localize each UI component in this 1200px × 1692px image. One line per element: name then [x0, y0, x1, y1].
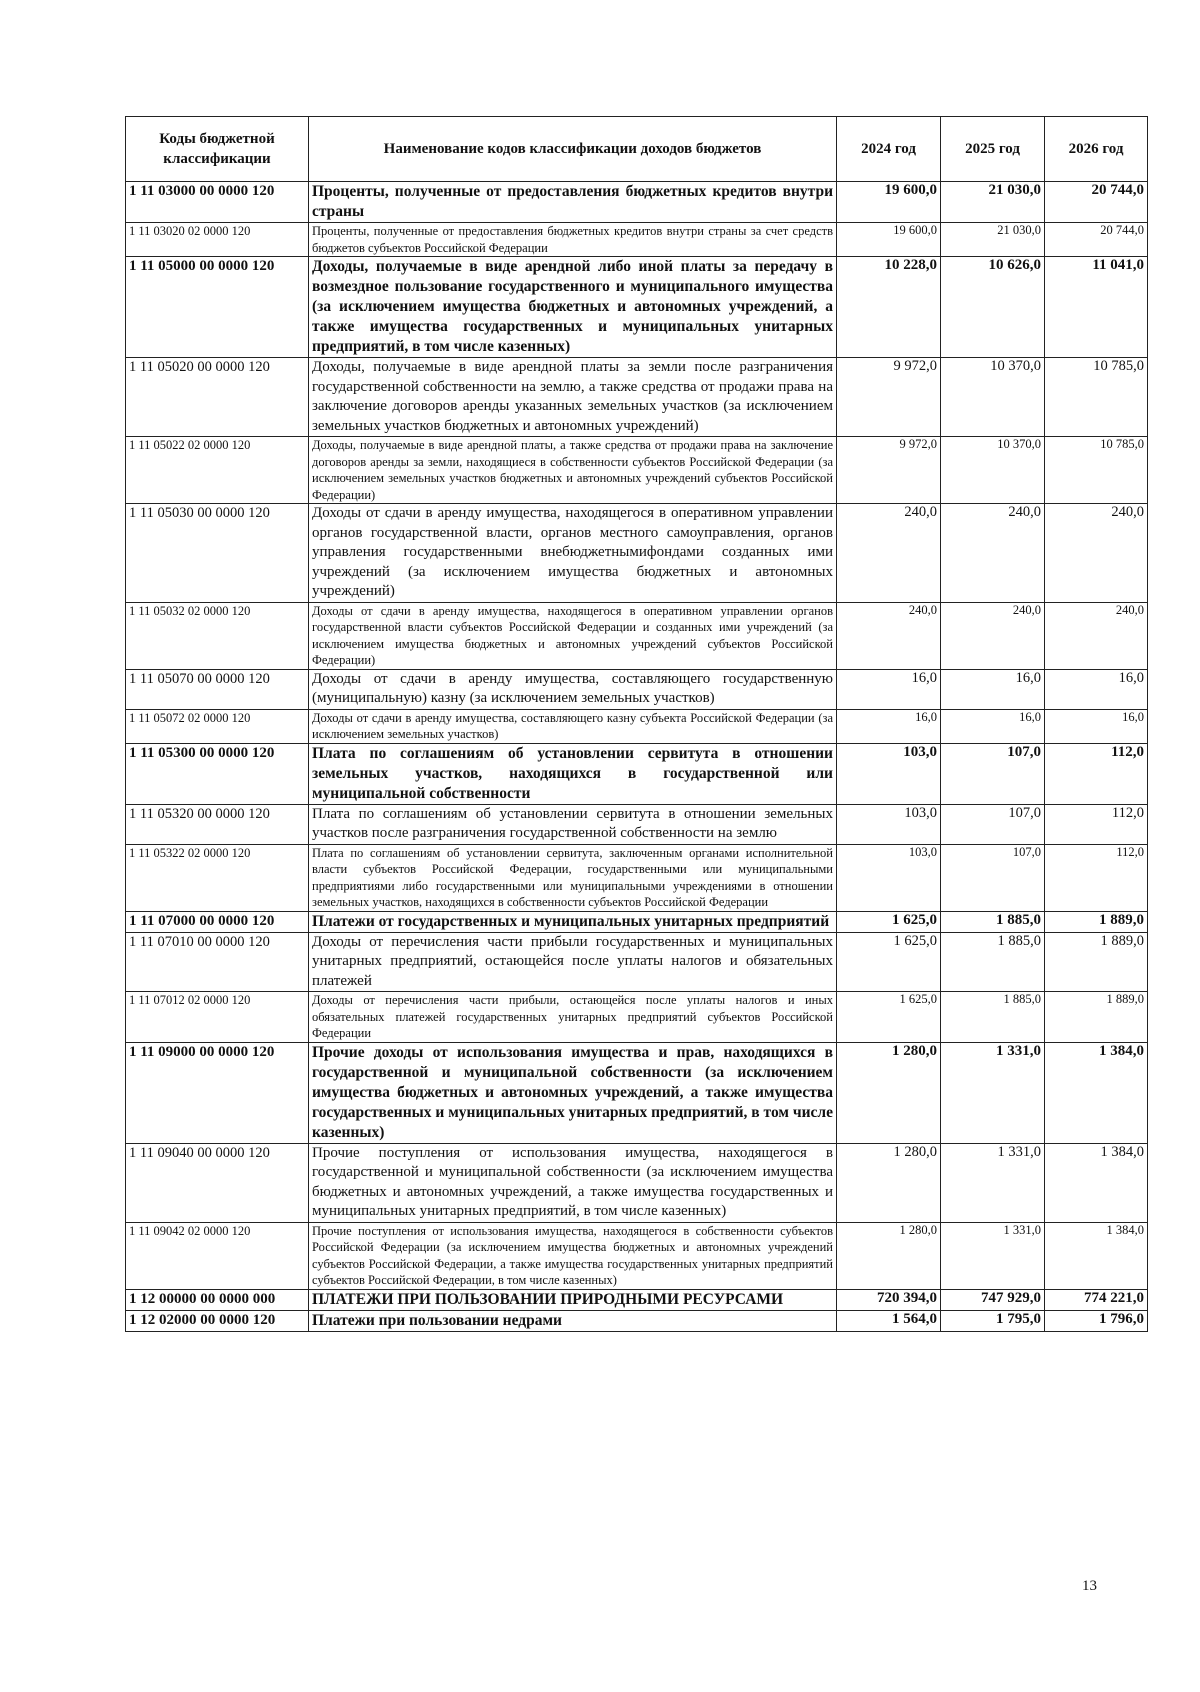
- header-year-2025: 2025 год: [941, 117, 1045, 182]
- row-value-2026: 11 041,0: [1045, 257, 1148, 358]
- row-value-2024: 1 280,0: [837, 1042, 941, 1143]
- row-code: 1 11 09000 00 0000 120: [126, 1042, 309, 1143]
- row-value-2026: 1 889,0: [1045, 911, 1148, 932]
- row-name: Доходы от сдачи в аренду имущества, находящегося в оперативном управлении органов государственной власти, органов местного самоуправления, органов управления государственными внебюджетнымифондами созданных ими учреждений (за исключением имущества бюджетных и автономных учреждений): [309, 504, 837, 603]
- row-value-2025: 1 331,0: [941, 1042, 1045, 1143]
- row-value-2025: 16,0: [941, 669, 1045, 709]
- row-name: Прочие поступления от использования имущества, находящегося в собственности субъектов Российской Федерации (за исключением имущества бюджетных и автономных учреждений субъектов Российской Федерации, а также имущества государственных унитарных предприятий субъектов Российской Федерации, в том числе казенных): [309, 1222, 837, 1289]
- row-value-2026: 1 889,0: [1045, 932, 1148, 992]
- header-year-2024: 2024 год: [837, 117, 941, 182]
- row-name: ПЛАТЕЖИ ПРИ ПОЛЬЗОВАНИИ ПРИРОДНЫМИ РЕСУРСАМИ: [309, 1289, 837, 1310]
- table-row: [126, 1143, 1148, 1222]
- row-value-2024: 1 625,0: [837, 932, 941, 992]
- row-name: Плата по соглашениям об установлении сервитута в отношении земельных участков, находящихся в государственной или муниципальной собственности: [309, 743, 837, 804]
- row-value-2025: 21 030,0: [941, 182, 1045, 223]
- table-row: [126, 602, 1148, 669]
- row-value-2026: 1 796,0: [1045, 1310, 1148, 1331]
- row-value-2025: 10 370,0: [941, 358, 1045, 437]
- row-code: 1 12 00000 00 0000 000: [126, 1289, 309, 1310]
- row-value-2026: 1 889,0: [1045, 992, 1148, 1043]
- row-value-2026: 10 785,0: [1045, 437, 1148, 504]
- row-value-2026: 240,0: [1045, 602, 1148, 669]
- row-value-2024: 720 394,0: [837, 1289, 941, 1310]
- row-value-2026: 774 221,0: [1045, 1289, 1148, 1310]
- page-number: 13: [1082, 1578, 1097, 1594]
- row-value-2025: 107,0: [941, 804, 1045, 844]
- row-value-2026: 20 744,0: [1045, 223, 1148, 257]
- row-code: 1 11 05022 02 0000 120: [126, 437, 309, 504]
- row-name: Плата по соглашениям об установлении сервитута в отношении земельных участков после разграничения государственной собственности на землю: [309, 804, 837, 844]
- table-row: [126, 804, 1148, 844]
- row-name: Доходы от перечисления части прибыли государственных и муниципальных унитарных предприятий, остающейся после уплаты налогов и обязательных платежей: [309, 932, 837, 992]
- row-code: 1 11 09042 02 0000 120: [126, 1222, 309, 1289]
- row-value-2025: 10 626,0: [941, 257, 1045, 358]
- row-code: 1 11 07010 00 0000 120: [126, 932, 309, 992]
- row-name: Доходы, получаемые в виде арендной платы, а также средства от продажи права на заключение договоров аренды за земли, находящиеся в собственности субъектов Российской Федерации (за исключением земельных участков бюджетных и автономных учреждений субъектов Российской Федерации): [309, 437, 837, 504]
- row-code: 1 11 07012 02 0000 120: [126, 992, 309, 1043]
- row-value-2026: 1 384,0: [1045, 1222, 1148, 1289]
- row-value-2024: 1 280,0: [837, 1222, 941, 1289]
- table-row: [126, 358, 1148, 437]
- row-value-2025: 1 885,0: [941, 911, 1045, 932]
- row-value-2025: 240,0: [941, 602, 1045, 669]
- table-header-row: [126, 117, 1148, 182]
- row-value-2024: 103,0: [837, 844, 941, 911]
- row-value-2025: 10 370,0: [941, 437, 1045, 504]
- row-value-2026: 112,0: [1045, 844, 1148, 911]
- row-code: 1 11 09040 00 0000 120: [126, 1143, 309, 1222]
- table-row: [126, 223, 1148, 257]
- table-row: [126, 709, 1148, 743]
- table-row: [126, 1222, 1148, 1289]
- row-value-2026: 1 384,0: [1045, 1042, 1148, 1143]
- row-code: 1 11 05300 00 0000 120: [126, 743, 309, 804]
- row-value-2025: 107,0: [941, 844, 1045, 911]
- table-row: [126, 844, 1148, 911]
- row-name: Плата по соглашениям об установлении сервитута, заключенным органами исполнительной власти субъектов Российской Федерации, государственными или муниципальными предприятиями либо государственными или муниципальными учреждениями в отношении земельных участков, находящихся в собственности субъектов Российской Федерации: [309, 844, 837, 911]
- table-row: [126, 182, 1148, 223]
- row-value-2025: 747 929,0: [941, 1289, 1045, 1310]
- table-row: [126, 257, 1148, 358]
- row-value-2024: 240,0: [837, 602, 941, 669]
- row-value-2024: 9 972,0: [837, 358, 941, 437]
- row-value-2026: 16,0: [1045, 709, 1148, 743]
- row-value-2024: 240,0: [837, 504, 941, 603]
- row-value-2026: 16,0: [1045, 669, 1148, 709]
- row-value-2026: 10 785,0: [1045, 358, 1148, 437]
- table-row: [126, 1289, 1148, 1310]
- row-value-2024: 1 625,0: [837, 911, 941, 932]
- table-row: [126, 437, 1148, 504]
- row-code: 1 12 02000 00 0000 120: [126, 1310, 309, 1331]
- row-name: Доходы от перечисления части прибыли, остающейся после уплаты налогов и иных обязательных платежей государственных унитарных предприятий субъектов Российской Федерации: [309, 992, 837, 1043]
- header-year-2026: 2026 год: [1045, 117, 1148, 182]
- row-value-2024: 19 600,0: [837, 182, 941, 223]
- row-value-2024: 16,0: [837, 669, 941, 709]
- row-code: 1 11 03000 00 0000 120: [126, 182, 309, 223]
- table-row: [126, 669, 1148, 709]
- row-code: 1 11 05032 02 0000 120: [126, 602, 309, 669]
- row-name: Доходы, получаемые в виде арендной либо иной платы за передачу в возмездное пользование государственного и муниципального имущества (за исключением имущества бюджетных и автономных учреждений, а также имущества государственных и муниципальных унитарных предприятий, в том числе казенных): [309, 257, 837, 358]
- row-value-2026: 240,0: [1045, 504, 1148, 603]
- row-name: Доходы от сдачи в аренду имущества, составляющего казну субъекта Российской Федерации (за исключением земельных участков): [309, 709, 837, 743]
- table-row: [126, 743, 1148, 804]
- table-row: [126, 1310, 1148, 1331]
- row-value-2024: 103,0: [837, 804, 941, 844]
- row-value-2024: 19 600,0: [837, 223, 941, 257]
- table-row: [126, 911, 1148, 932]
- row-value-2025: 1 885,0: [941, 932, 1045, 992]
- table-row: [126, 992, 1148, 1043]
- row-value-2025: 1 331,0: [941, 1222, 1045, 1289]
- row-code: 1 11 05070 00 0000 120: [126, 669, 309, 709]
- row-code: 1 11 05322 02 0000 120: [126, 844, 309, 911]
- row-value-2024: 1 625,0: [837, 992, 941, 1043]
- row-value-2025: 107,0: [941, 743, 1045, 804]
- row-value-2024: 1 280,0: [837, 1143, 941, 1222]
- row-code: 1 11 07000 00 0000 120: [126, 911, 309, 932]
- row-name: Доходы, получаемые в виде арендной платы за земли после разграничения государственной собственности на землю, а также средства от продажи права на заключение договоров аренды указанных земельных участков (за исключением земельных участков бюджетных и автономных учреждений): [309, 358, 837, 437]
- row-value-2025: 16,0: [941, 709, 1045, 743]
- row-value-2024: 10 228,0: [837, 257, 941, 358]
- header-name: Наименование кодов классификации доходов бюджетов: [309, 117, 837, 182]
- row-name: Доходы от сдачи в аренду имущества, находящегося в оперативном управлении органов государственной власти субъектов Российской Федерации и созданных ими учреждений (за исключением имущества бюджетных и автономных учреждений субъектов Российской Федерации): [309, 602, 837, 669]
- row-code: 1 11 05030 00 0000 120: [126, 504, 309, 603]
- row-name: Прочие поступления от использования имущества, находящегося в государственной и муниципальной собственности (за исключением имущества бюджетных и автономных учреждений, а также имущества государственных и муниципальных унитарных предприятий, в том числе казенных): [309, 1143, 837, 1222]
- row-value-2026: 1 384,0: [1045, 1143, 1148, 1222]
- row-name: Платежи от государственных и муниципальных унитарных предприятий: [309, 911, 837, 932]
- row-value-2025: 1 795,0: [941, 1310, 1045, 1331]
- row-code: 1 11 05020 00 0000 120: [126, 358, 309, 437]
- header-code: Коды бюджетной классификации: [126, 117, 309, 182]
- table-row: [126, 932, 1148, 992]
- row-code: 1 11 05320 00 0000 120: [126, 804, 309, 844]
- budget-revenue-table: [125, 116, 1148, 1332]
- row-name: Платежи при пользовании недрами: [309, 1310, 837, 1331]
- row-code: 1 11 05000 00 0000 120: [126, 257, 309, 358]
- row-code: 1 11 03020 02 0000 120: [126, 223, 309, 257]
- row-name: Проценты, полученные от предоставления бюджетных кредитов внутри страны: [309, 182, 837, 223]
- table-row: [126, 1042, 1148, 1143]
- row-value-2025: 1 331,0: [941, 1143, 1045, 1222]
- row-value-2025: 1 885,0: [941, 992, 1045, 1043]
- row-name: Прочие доходы от использования имущества и прав, находящихся в государственной и муниципальной собственности (за исключением имущества бюджетных и автономных учреждений, а также имущества государственных и муниципальных унитарных предприятий, в том числе казенных): [309, 1042, 837, 1143]
- row-value-2024: 103,0: [837, 743, 941, 804]
- row-name: Проценты, полученные от предоставления бюджетных кредитов внутри страны за счет средств бюджетов субъектов Российской Федерации: [309, 223, 837, 257]
- row-name: Доходы от сдачи в аренду имущества, составляющего государственную (муниципальную) казну (за исключением земельных участков): [309, 669, 837, 709]
- table-row: [126, 504, 1148, 603]
- row-value-2024: 9 972,0: [837, 437, 941, 504]
- row-value-2024: 1 564,0: [837, 1310, 941, 1331]
- row-value-2026: 112,0: [1045, 804, 1148, 844]
- row-value-2026: 112,0: [1045, 743, 1148, 804]
- row-value-2025: 240,0: [941, 504, 1045, 603]
- row-code: 1 11 05072 02 0000 120: [126, 709, 309, 743]
- row-value-2024: 16,0: [837, 709, 941, 743]
- row-value-2026: 20 744,0: [1045, 182, 1148, 223]
- row-value-2025: 21 030,0: [941, 223, 1045, 257]
